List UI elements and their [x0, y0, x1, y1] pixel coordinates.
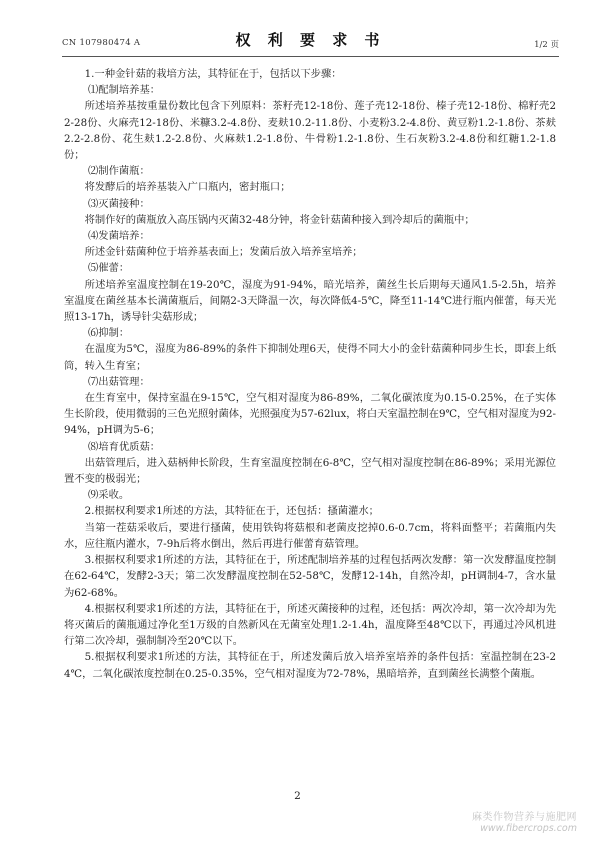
claim-paragraph: 3.根据权利要求1所述的方法，其特征在于，所述配制培养基的过程包括两次发酵：第一次发酵温度控制在62-64℃，发酵2-3天；第二次发酵温度控制在52-58℃，发酵12-14h，自然冷却，pH调制4-7，含水量为62-68%。: [64, 554, 556, 599]
page-number: 2: [294, 790, 301, 802]
claim-paragraph: 4.根据权利要求1所述的方法，其特征在于，所述灭菌接种的过程，还包括：两次冷却，第一次冷却为先将灭菌后的菌瓶通过净化至1万级的自然新风在无菌室处理1.2-1.4h，温度降至48℃以下，再通过冷风机进行第二次冷却，强制制冷至20℃以下。: [64, 602, 556, 648]
header-rule: [62, 56, 559, 57]
claim-paragraph: 出菇管理后，进入菇柄伸长阶段，生育室温度控制在6-8℃，空气相对湿度控制在86-89%；采用光源位置不变的极弱光；: [64, 456, 556, 486]
document-title: 权 利 要 求 书: [235, 31, 386, 49]
claim-step-heading: ⑸催蕾：: [88, 262, 130, 275]
watermark-url: www.fibercrops.com: [480, 823, 577, 834]
page-header: [62, 28, 559, 50]
claim-paragraph: 将制作好的菌瓶放入高压锅内灭菌32-48分钟，将金针菇菌种接入到冷却后的菌瓶中；: [84, 213, 475, 226]
claim-step-heading: ⑹抑制：: [88, 327, 130, 340]
claim-step-heading: ⑴配制培养基：: [88, 84, 161, 97]
claim-step-heading: ⑶灭菌接种：: [88, 197, 150, 210]
claim-paragraph: 所述培养室温度控制在19-20℃，湿度为91-94%，暗光培养，菌丝生长后期每天通风1.5-2.5h，培养室温度在菌丝基本长满菌瓶后，间隔2-3天降温一次，每次降低4-5℃，降至11-14℃进行瓶内催蕾，每天光照13-17h，诱导针尖菇形成；: [64, 278, 556, 324]
claim-step-heading: ⑺出菇管理：: [88, 375, 150, 388]
claim-step-heading: ⑼采收。: [88, 489, 130, 502]
page-indicator: 1/2 页: [534, 40, 559, 50]
claim-step-heading: ⑻培育优质菇：: [88, 440, 161, 453]
claim-paragraph: 当第一茬菇采收后，要进行搔菌，使用铁钩将菇根和老菌皮挖掉0.6-0.7cm，将料面整平；若菌瓶内失水，应往瓶内灌水，7-9h后将水倒出，然后再进行催蕾育菇管理。: [64, 521, 556, 550]
claim-paragraph: 将发酵后的培养基装入广口瓶内，密封瓶口；: [84, 181, 291, 194]
claim-paragraph: 在生育室中，保持室温在9-15℃，空气相对湿度为86-89%，二氧化碳浓度为0.15-0.25%，在子实体生长阶段，使用微弱的三色光照射菌体，光照强度为57-62lux，将白天室温控制在9℃，空气相对湿度为92-94%，pH调为5-6；: [64, 392, 556, 437]
claim-paragraph: 2.根据权利要求1所述的方法，其特征在于，还包括：搔菌灌水；: [84, 505, 379, 518]
claim-paragraph: 所述金针菇菌种位于培养基表面上；发菌后放入培养室培养；: [84, 246, 363, 259]
claim-step-heading: ⑷发菌培养：: [88, 230, 150, 243]
claim-paragraph: 1.一种金针菇的栽培方法，其特征在于，包括以下步骤：: [84, 68, 342, 80]
claim-paragraph: 5.根据权利要求1所述的方法，其特征在于，所述发菌后放入培养室培养的条件包括：室温控制在23-24℃，二氧化碳浓度控制在0.25-0.35%，空气相对湿度为72-78%，黑暗培养，直到菌丝长满整个菌瓶。: [64, 651, 556, 680]
claims-body: [64, 66, 556, 682]
watermark: [472, 808, 577, 834]
claim-step-heading: ⑵制作菌瓶：: [88, 165, 150, 178]
patent-number: CN 107980474 A: [62, 38, 141, 48]
claim-paragraph: 在温度为5℃，湿度为86-89%的条件下抑制处理6天，使得不同大小的金针菇菌种同步生长，即套上纸筒，转入生育室；: [64, 343, 556, 372]
claim-paragraph: 所述培养基按重量份数比包含下列原料：茶籽壳12-18份、莲子壳12-18份、榛子壳12-18份、棉籽壳22-28份、火麻壳12-18份、米糠3.2-4.8份、麦麸10.2-11.8份、小麦粉3.2-4.8份、黄豆粉1.2-1.8份、茶麸2.2-2.8份、花生麸1.2-2.8份、火麻麸1.2-1.8份、牛骨粉1.2-1.8份、生石灰粉3.2-4.8份和红糖1.2-1.8份；: [64, 100, 556, 162]
watermark-site-name: 麻类作物营养与施肥网: [472, 812, 577, 823]
